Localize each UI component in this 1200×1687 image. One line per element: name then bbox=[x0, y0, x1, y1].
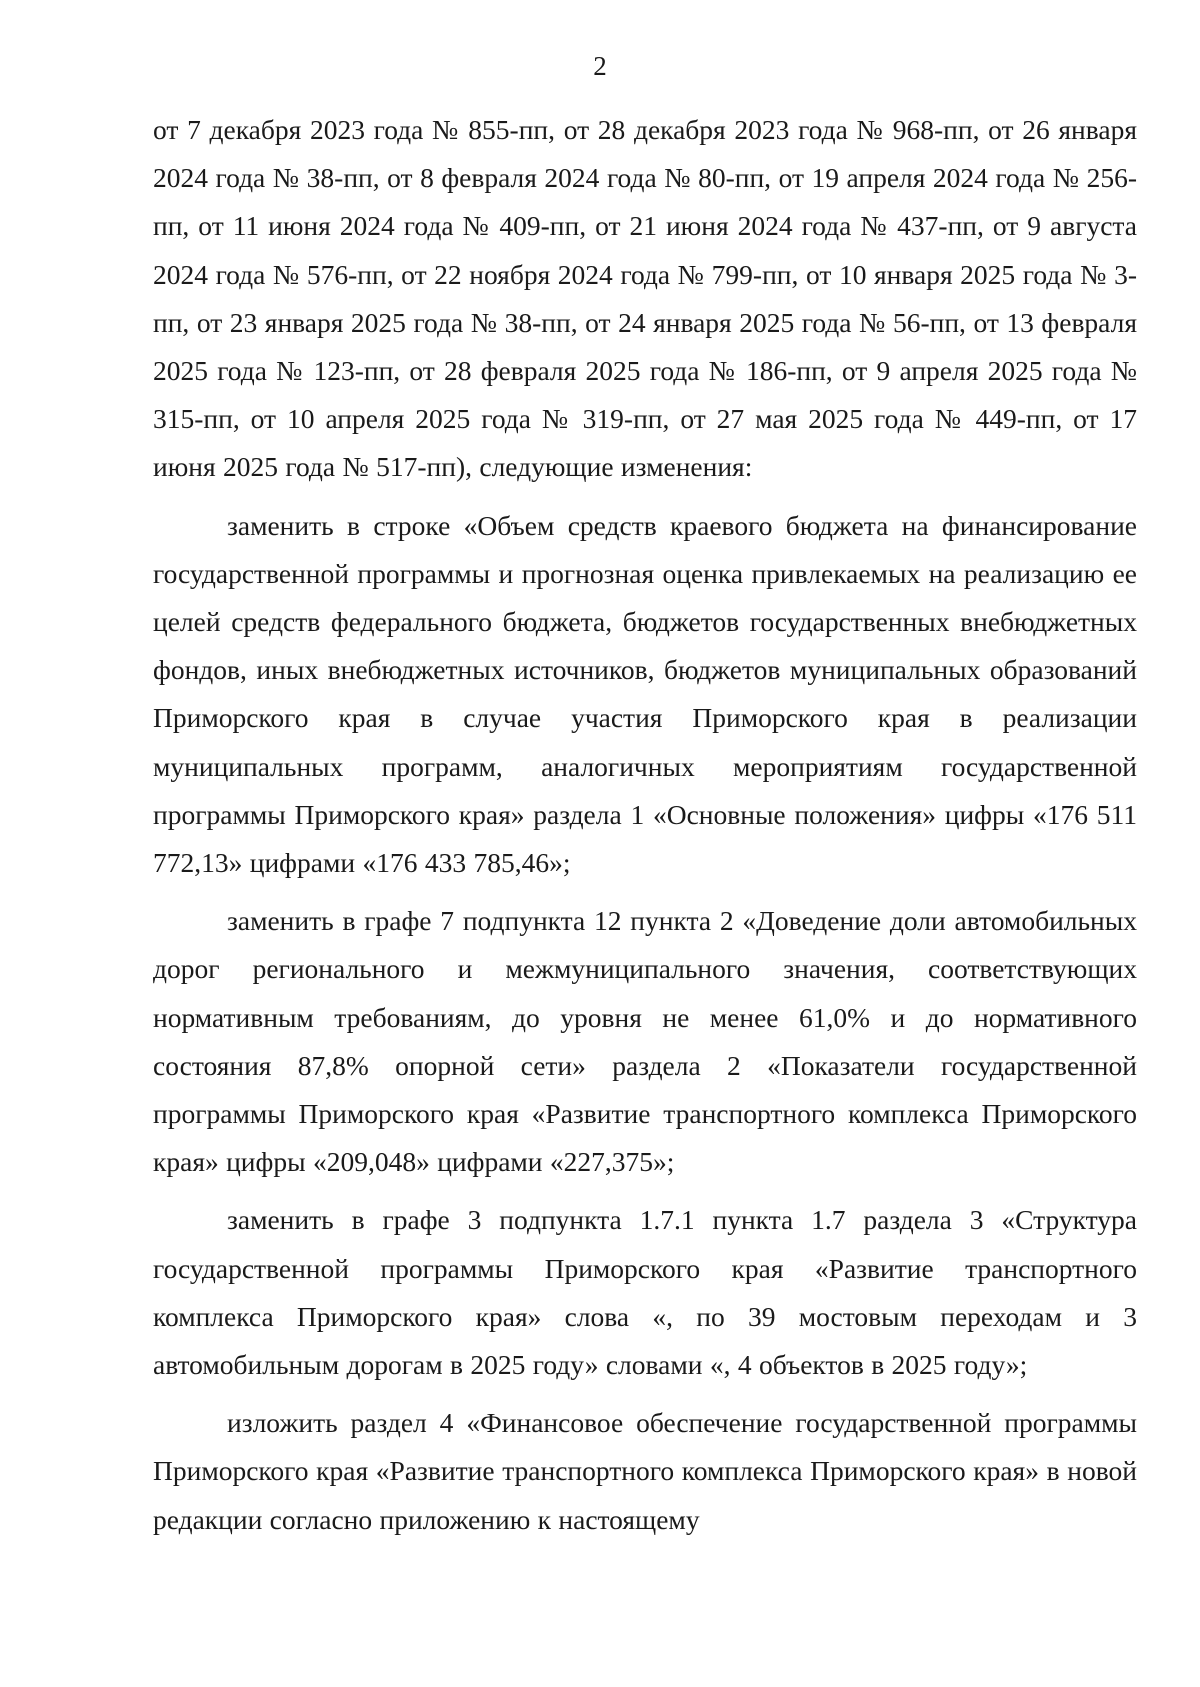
paragraph-financial-support: изложить раздел 4 «Финансовое обеспечение государственной программы Приморского края «Развитие транспортного комплекса Приморского края» в новой редакции согласно приложению к настоящему bbox=[153, 1407, 1137, 1535]
paragraph-road-share: заменить в графе 7 подпункта 12 пункта 2 «Доведение доли автомобильных дорог регионального и межмуниципального значения, соответствующих нормативным требованиям, до уровня не менее 61,0% и до нормативного состояния 87,8% опорной сети» раздела 2 «Показатели государственной программы Приморского края «Развитие транспортного комплекса Приморского края» цифры «209,048» цифрами «227,375»; bbox=[153, 905, 1137, 1178]
page-number: 2 bbox=[593, 51, 607, 81]
paragraph-program-structure: заменить в графе 3 подпункта 1.7.1 пункта 1.7 раздела 3 «Структура государственной программы Приморского края «Развитие транспортного комплекса Приморского края» слова «, по 39 мостовым переходам и 3 автомобильным дорогам в 2025 году» словами «, 4 объектов в 2025 году»; bbox=[153, 1204, 1137, 1381]
paragraph-budget-volume: заменить в строке «Объем средств краевого бюджета на финансирование государственной программы и прогнозная оценка привлекаемых на реализацию ее целей средств федерального бюджета, бюджетов государственных внебюджетных фондов, иных внебюджетных источников, бюджетов муниципальных образований Приморского края в случае участия Приморского края в реализации муниципальных программ, аналогичных мероприятиям государственной программы Приморского края» раздела 1 «Основные положения» цифры «176 511 772,13» цифрами «176 433 785,46»; bbox=[153, 509, 1137, 879]
document-body bbox=[153, 106, 1137, 1544]
paragraph-amendment-list: от 7 декабря 2023 года № 855-пп, от 28 декабря 2023 года № 968-пп, от 26 января 2024 года № 38-пп, от 8 февраля 2024 года № 80-пп, от 19 апреля 2024 года № 256-пп, от 11 июня 2024 года № 409-пп, от 21 июня 2024 года № 437-пп, от 9 августа 2024 года № 576-пп, от 22 ноября 2024 года № 799-пп, от 10 января 2025 года № 3-пп, от 23 января 2025 года № 38-пп, от 24 января 2025 года № 56-пп, от 13 февраля 2025 года № 123-пп, от 28 февраля 2025 года № 186-пп, от 9 апреля 2025 года № 315-пп, от 10 апреля 2025 года № 319-пп, от 27 мая 2025 года № 449-пп, от 17 июня 2025 года № 517-пп), следующие изменения: bbox=[153, 114, 1137, 483]
